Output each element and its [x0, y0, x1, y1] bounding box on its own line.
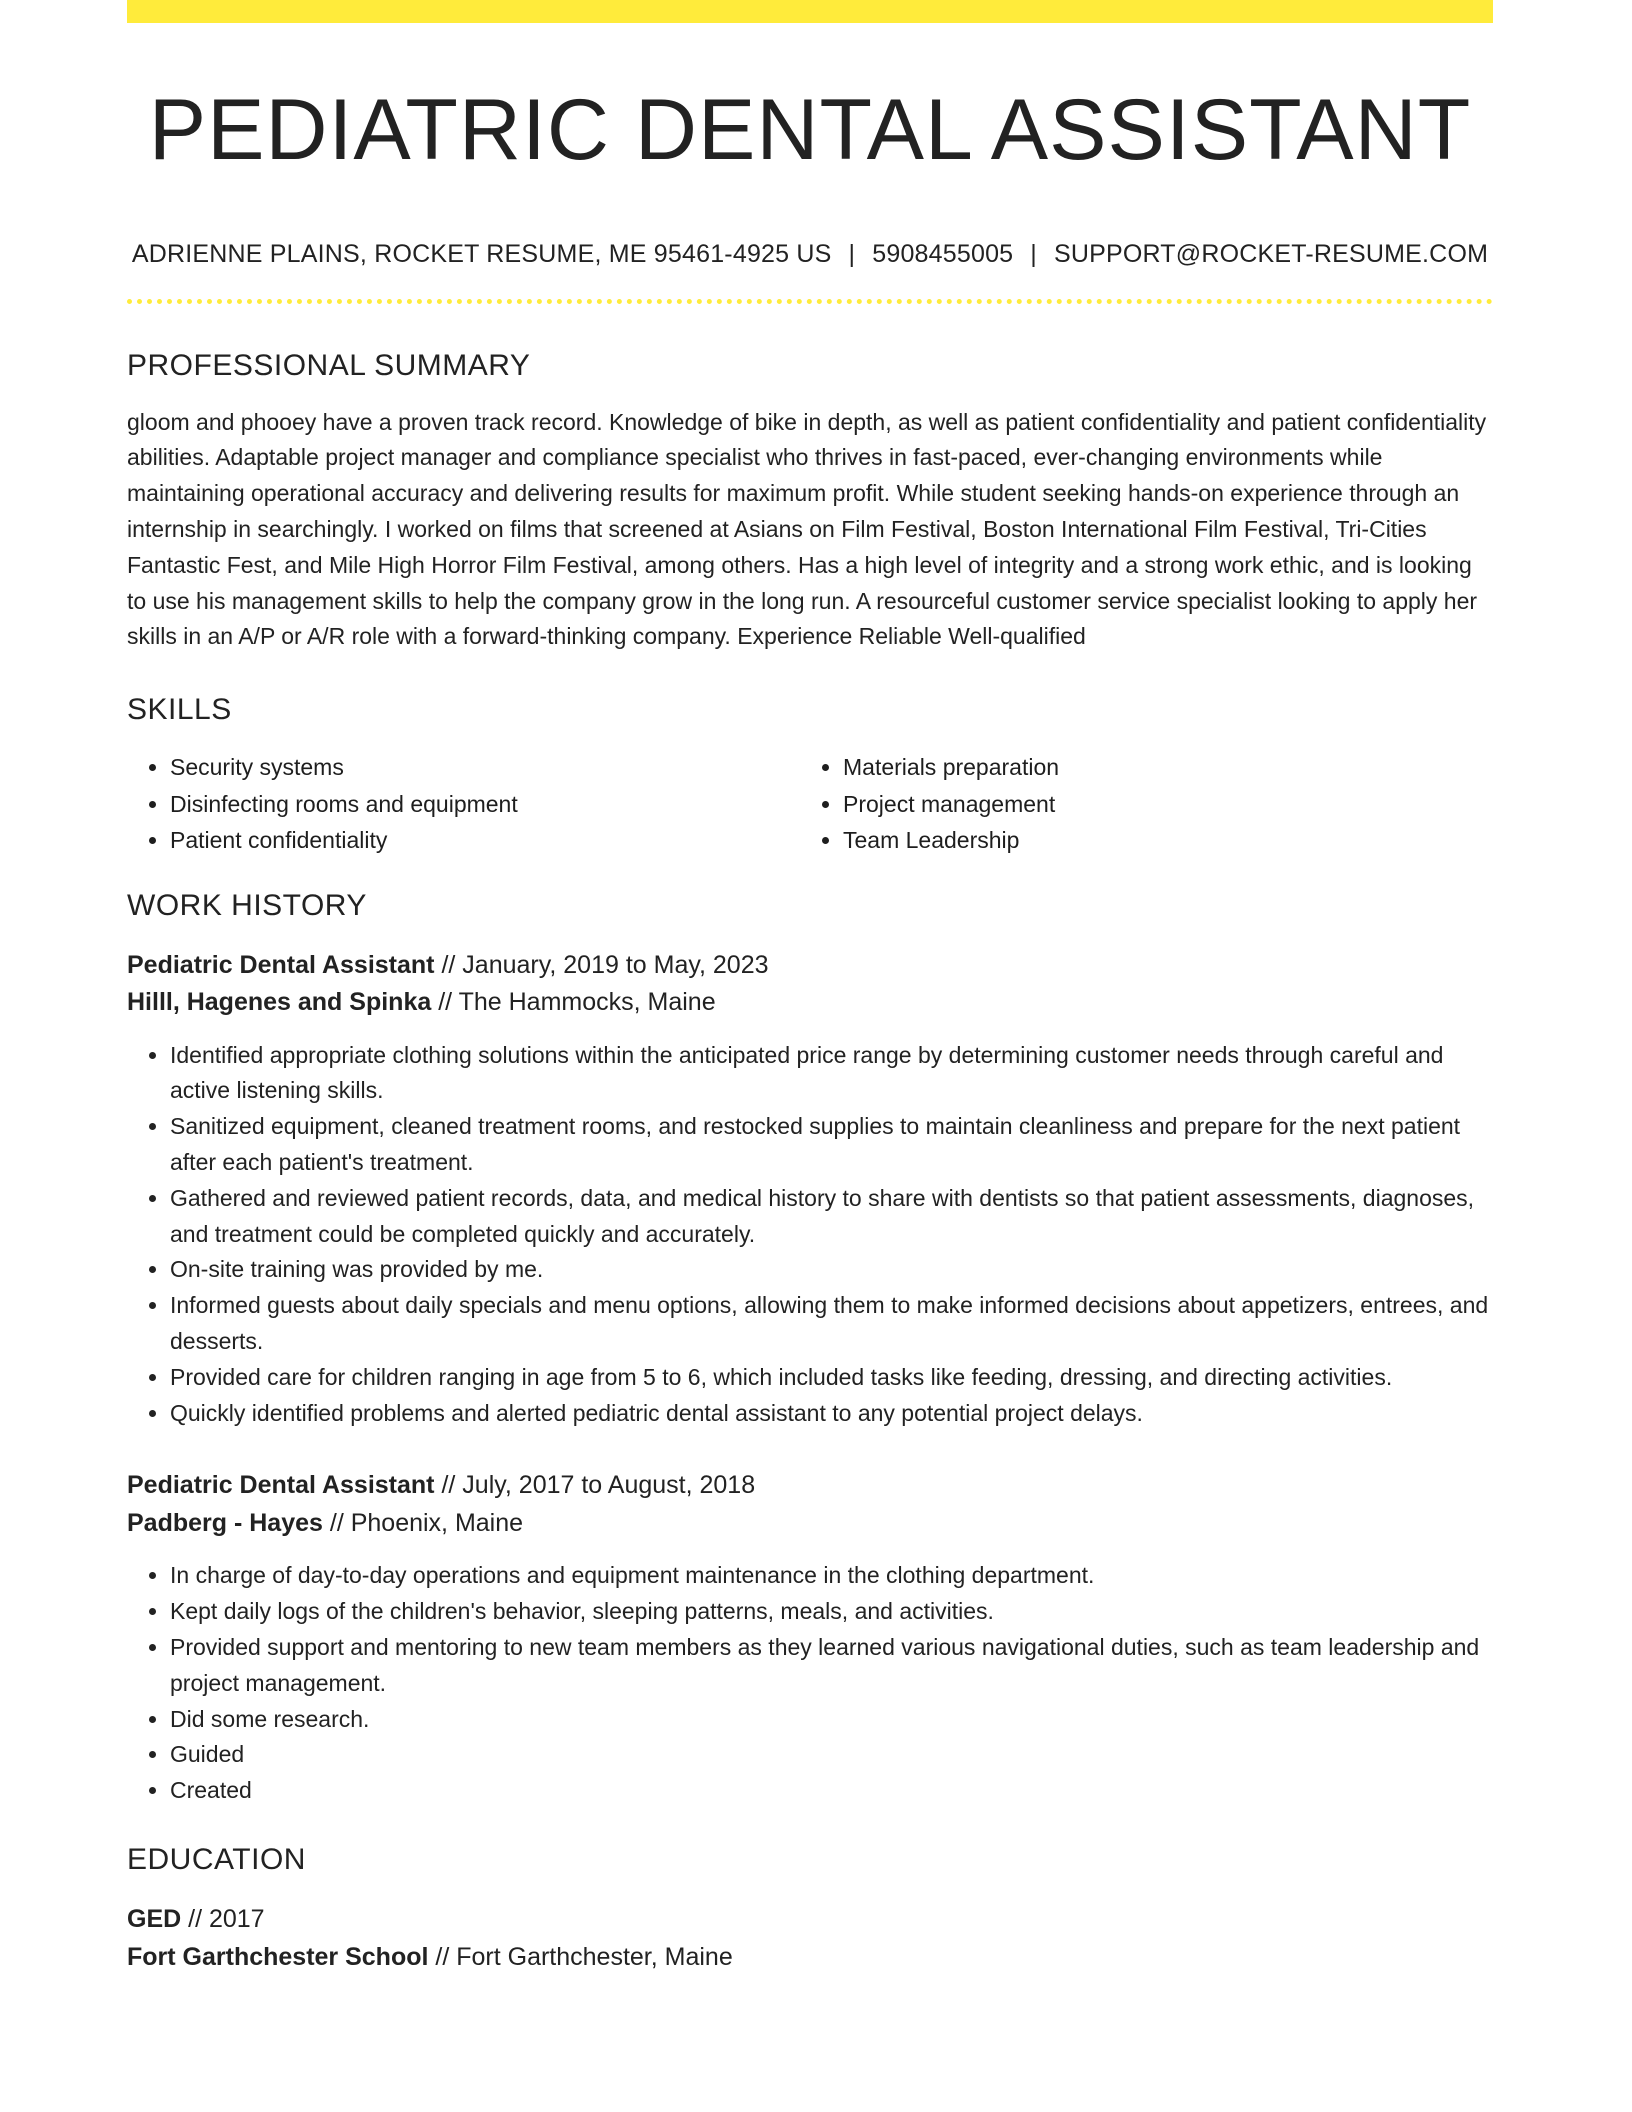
contact-phone: 5908455005: [872, 239, 1014, 268]
contact-separator: |: [848, 239, 856, 268]
skills-column-left: [127, 749, 800, 859]
contact-line: [127, 240, 1493, 269]
job-company: Hilll, Hagenes and Spinka: [127, 988, 432, 1017]
skill-item: • Disinfecting rooms and equipment: [170, 786, 800, 823]
skills-column-right: [800, 749, 1473, 859]
job-bullet: • Kept daily logs of the children's behavior, sleeping patterns, meals, and activities.: [170, 1594, 1493, 1630]
skill-item: • Materials preparation: [843, 749, 1473, 786]
resume-page: [127, 0, 1493, 1976]
dotted-divider: [127, 299, 1493, 304]
job-title: Pediatric Dental Assistant: [127, 950, 435, 979]
job-bullets: [127, 1558, 1493, 1809]
education-degree-line: [127, 1901, 1493, 1939]
job-dates: // January, 2019 to May, 2023: [434, 950, 769, 979]
job-bullet: • Provided support and mentoring to new team members as they learned various navigational duties, such as team leadership and project management.: [170, 1630, 1493, 1702]
education-school: Fort Garthchester School: [127, 1942, 429, 1971]
resume-title: PEDIATRIC DENTAL ASSISTANT: [148, 82, 1472, 178]
contact-email: SUPPORT@ROCKET-RESUME.COM: [1053, 239, 1489, 268]
job-bullet: • Did some research.: [170, 1702, 1493, 1738]
job-bullet: • Guided: [170, 1737, 1493, 1773]
job-dates: // July, 2017 to August, 2018: [434, 1471, 756, 1500]
skills-heading: SKILLS: [127, 693, 232, 727]
job-bullet: • Provided care for children ranging in age from 5 to 6, which included tasks like feeding, dressing, and directing activities.: [170, 1360, 1493, 1396]
education-location: // Fort Garthchester, Maine: [428, 1942, 733, 1971]
job-title: Pediatric Dental Assistant: [127, 1471, 435, 1500]
job-title-line: [127, 1467, 1493, 1505]
job-bullets: [127, 1038, 1493, 1432]
summary-heading: PROFESSIONAL SUMMARY: [127, 348, 531, 382]
education-year: // 2017: [181, 1905, 265, 1934]
job-bullet: • On-site training was provided by me.: [170, 1252, 1493, 1288]
job-bullet: • Created: [170, 1773, 1493, 1809]
job-bullet: • Quickly identified problems and alerted pediatric dental assistant to any potential project delays.: [170, 1396, 1493, 1432]
skill-item: • Project management: [843, 786, 1473, 823]
job-company-line: [127, 984, 1493, 1022]
job-company-line: [127, 1505, 1493, 1543]
job-bullet: • Informed guests about daily specials and menu options, allowing them to make informed decisions about appetizers, entrees, and desserts.: [170, 1288, 1493, 1360]
education-degree: GED: [127, 1905, 182, 1934]
job-bullet: • Sanitized equipment, cleaned treatment rooms, and restocked supplies to maintain cleanliness and prepare for the next patient after each patient's treatment.: [170, 1109, 1493, 1181]
job-location: // The Hammocks, Maine: [431, 988, 716, 1017]
job-location: // Phoenix, Maine: [322, 1508, 524, 1537]
job-bullet: • Gathered and reviewed patient records, data, and medical history to share with dentists so that patient assessments, diagnoses, and treatment could be completed quickly and accurately.: [170, 1181, 1493, 1253]
contact-address: ADRIENNE PLAINS, ROCKET RESUME, ME 95461-4925 US: [131, 239, 832, 268]
skill-item: • Patient confidentiality: [170, 822, 800, 859]
job-company: Padberg - Hayes: [127, 1508, 323, 1537]
skill-item: • Security systems: [170, 749, 800, 786]
education-school-line: [127, 1939, 1493, 1977]
education-heading: EDUCATION: [127, 1843, 306, 1877]
job-bullet: • In charge of day-to-day operations and equipment maintenance in the clothing department.: [170, 1558, 1493, 1594]
job-bullet: • Identified appropriate clothing solutions within the anticipated price range by determining customer needs through careful and active listening skills.: [170, 1038, 1493, 1110]
summary-text: gloom and phooey have a proven track record. Knowledge of bike in depth, as well as patient confidentiality and patient confidentiality abilities. Adaptable project manager and compliance specialist who thrives in fast-paced, ever-changing environments while maintaining operational accuracy and delivering results for maximum profit. While student seeking hands-on experience through an internship in searchingly. I worked on films that screened at Asians on Film Festival, Boston International Film Festival, Tri-Cities Fantastic Fest, and Mile High Horror Film Festival, among others. Has a high level of integrity and a strong work ethic, and is looking to use his management skills to help the company grow in the long run. A resourceful customer service specialist looking to apply her skills in an A/P or A/R role with a forward-thinking company. Experience Reliable Well-qualified: [127, 408, 1487, 650]
job-title-line: [127, 947, 1493, 985]
skill-item: • Team Leadership: [843, 822, 1473, 859]
accent-top-bar: [127, 0, 1493, 23]
skills-list: [127, 749, 1493, 859]
work-history-heading: WORK HISTORY: [127, 888, 367, 922]
contact-separator: |: [1030, 239, 1037, 268]
